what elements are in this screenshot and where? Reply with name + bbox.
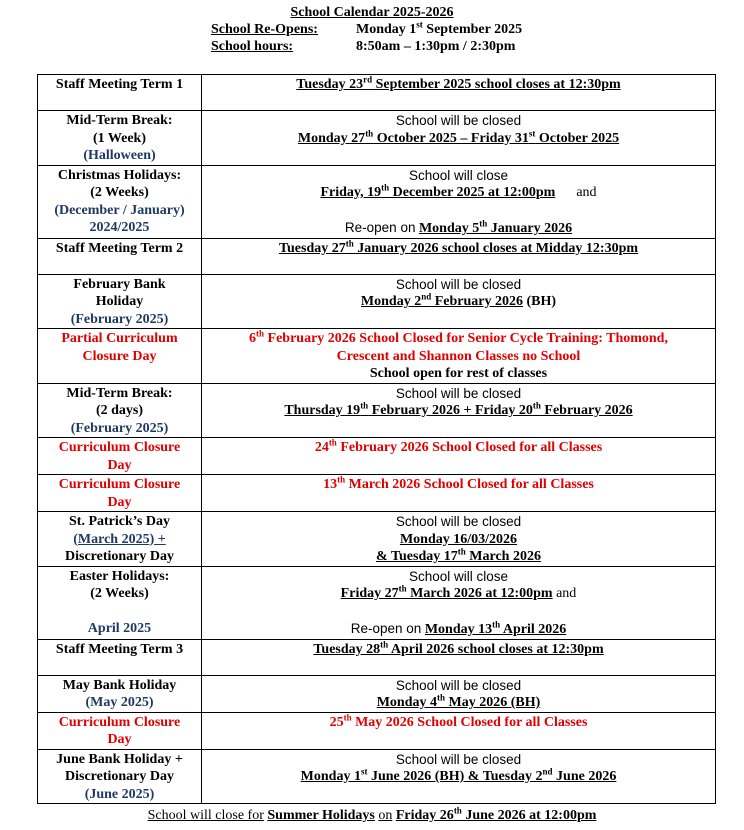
event-cell: Partial Curriculum Closure Day xyxy=(38,329,202,384)
hours-row xyxy=(0,38,744,55)
event-cell: Curriculum Closure Day xyxy=(38,438,202,475)
reopens-row xyxy=(0,21,744,38)
event-cell: May Bank Holiday (May 2025) xyxy=(38,675,202,712)
event-cell: Mid-Term Break: (2 days) (February 2025) xyxy=(38,383,202,438)
table-row xyxy=(38,675,716,712)
details-cell: 6th February 2026 School Closed for Senior Cycle Training: Thomond, Crescent and Shannon Classes no School School open for rest of classes xyxy=(202,329,716,384)
table-row xyxy=(38,475,716,512)
table-row xyxy=(38,274,716,329)
details-cell: School will be closed Thursday 19th February 2026 + Friday 20th February 2026 xyxy=(202,383,716,438)
event-cell: Mid-Term Break: (1 Week) (Halloween) xyxy=(38,111,202,166)
table-row xyxy=(38,238,716,274)
details-cell: 13th March 2026 School Closed for all Classes xyxy=(202,475,716,512)
table-row xyxy=(38,75,716,111)
details-cell: School will close Friday, 19th December 2025 at 12:00pm and Re-open on Monday 5th January 2026 xyxy=(202,165,716,238)
table-row xyxy=(38,165,716,238)
event-cell: St. Patrick’s Day (March 2025) + Discretionary Day xyxy=(38,512,202,567)
details-cell: Tuesday 27th January 2026 school closes at Midday 12:30pm xyxy=(202,238,716,274)
calendar-table xyxy=(37,74,716,804)
event-cell: Easter Holidays: (2 Weeks) April 2025 xyxy=(38,566,202,639)
reopens-value: Monday 1st September 2025 xyxy=(356,19,523,37)
hours-value: 8:50am – 1:30pm / 2:30pm xyxy=(356,39,516,54)
table-row xyxy=(38,512,716,567)
details-cell: School will be closed Monday 4th May 2026 (BH) xyxy=(202,675,716,712)
table-row xyxy=(38,383,716,438)
calendar-title: School Calendar 2025-2026 xyxy=(290,5,454,20)
details-cell: 24th February 2026 School Closed for all Classes xyxy=(202,438,716,475)
table-row xyxy=(38,749,716,804)
event-cell: February Bank Holiday (February 2025) xyxy=(38,274,202,329)
table-row xyxy=(38,329,716,384)
table-row xyxy=(38,111,716,166)
details-cell: School will be closed Monday 1st June 2026 (BH) & Tuesday 2nd June 2026 xyxy=(202,749,716,804)
summer-closure-note: School will close for Summer Holidays on Friday 26th June 2026 at 12:00pm xyxy=(147,805,597,823)
event-cell: Curriculum Closure Day xyxy=(38,712,202,749)
event-cell: Curriculum Closure Day xyxy=(38,475,202,512)
event-cell: Staff Meeting Term 3 xyxy=(38,639,202,675)
details-cell: School will be closed Monday 2nd February 2026 (BH) xyxy=(202,274,716,329)
table-row xyxy=(38,712,716,749)
event-cell: Staff Meeting Term 1 xyxy=(38,75,202,111)
calendar-header xyxy=(0,4,744,55)
details-cell: Tuesday 23rd September 2025 school closes at 12:30pm xyxy=(202,75,716,111)
event-cell: June Bank Holiday + Discretionary Day (June 2025) xyxy=(38,749,202,804)
details-cell: School will be closed Monday 27th October 2025 – Friday 31st October 2025 xyxy=(202,111,716,166)
hours-label: School hours: xyxy=(211,39,294,54)
event-cell: Staff Meeting Term 2 xyxy=(38,238,202,274)
details-cell: School will close Friday 27th March 2026 at 12:00pm and Re-open on Monday 13th April 2026 xyxy=(202,566,716,639)
table-row xyxy=(38,566,716,639)
table-row xyxy=(38,438,716,475)
table-row xyxy=(38,639,716,675)
details-cell: 25th May 2026 School Closed for all Classes xyxy=(202,712,716,749)
details-cell: School will be closed Monday 16/03/2026 & Tuesday 17th March 2026 xyxy=(202,512,716,567)
reopens-label: School Re-Opens: xyxy=(211,22,318,37)
event-cell: Christmas Holidays: (2 Weeks) (December / January) 2024/2025 xyxy=(38,165,202,238)
details-cell: Tuesday 28th April 2026 school closes at 12:30pm xyxy=(202,639,716,675)
